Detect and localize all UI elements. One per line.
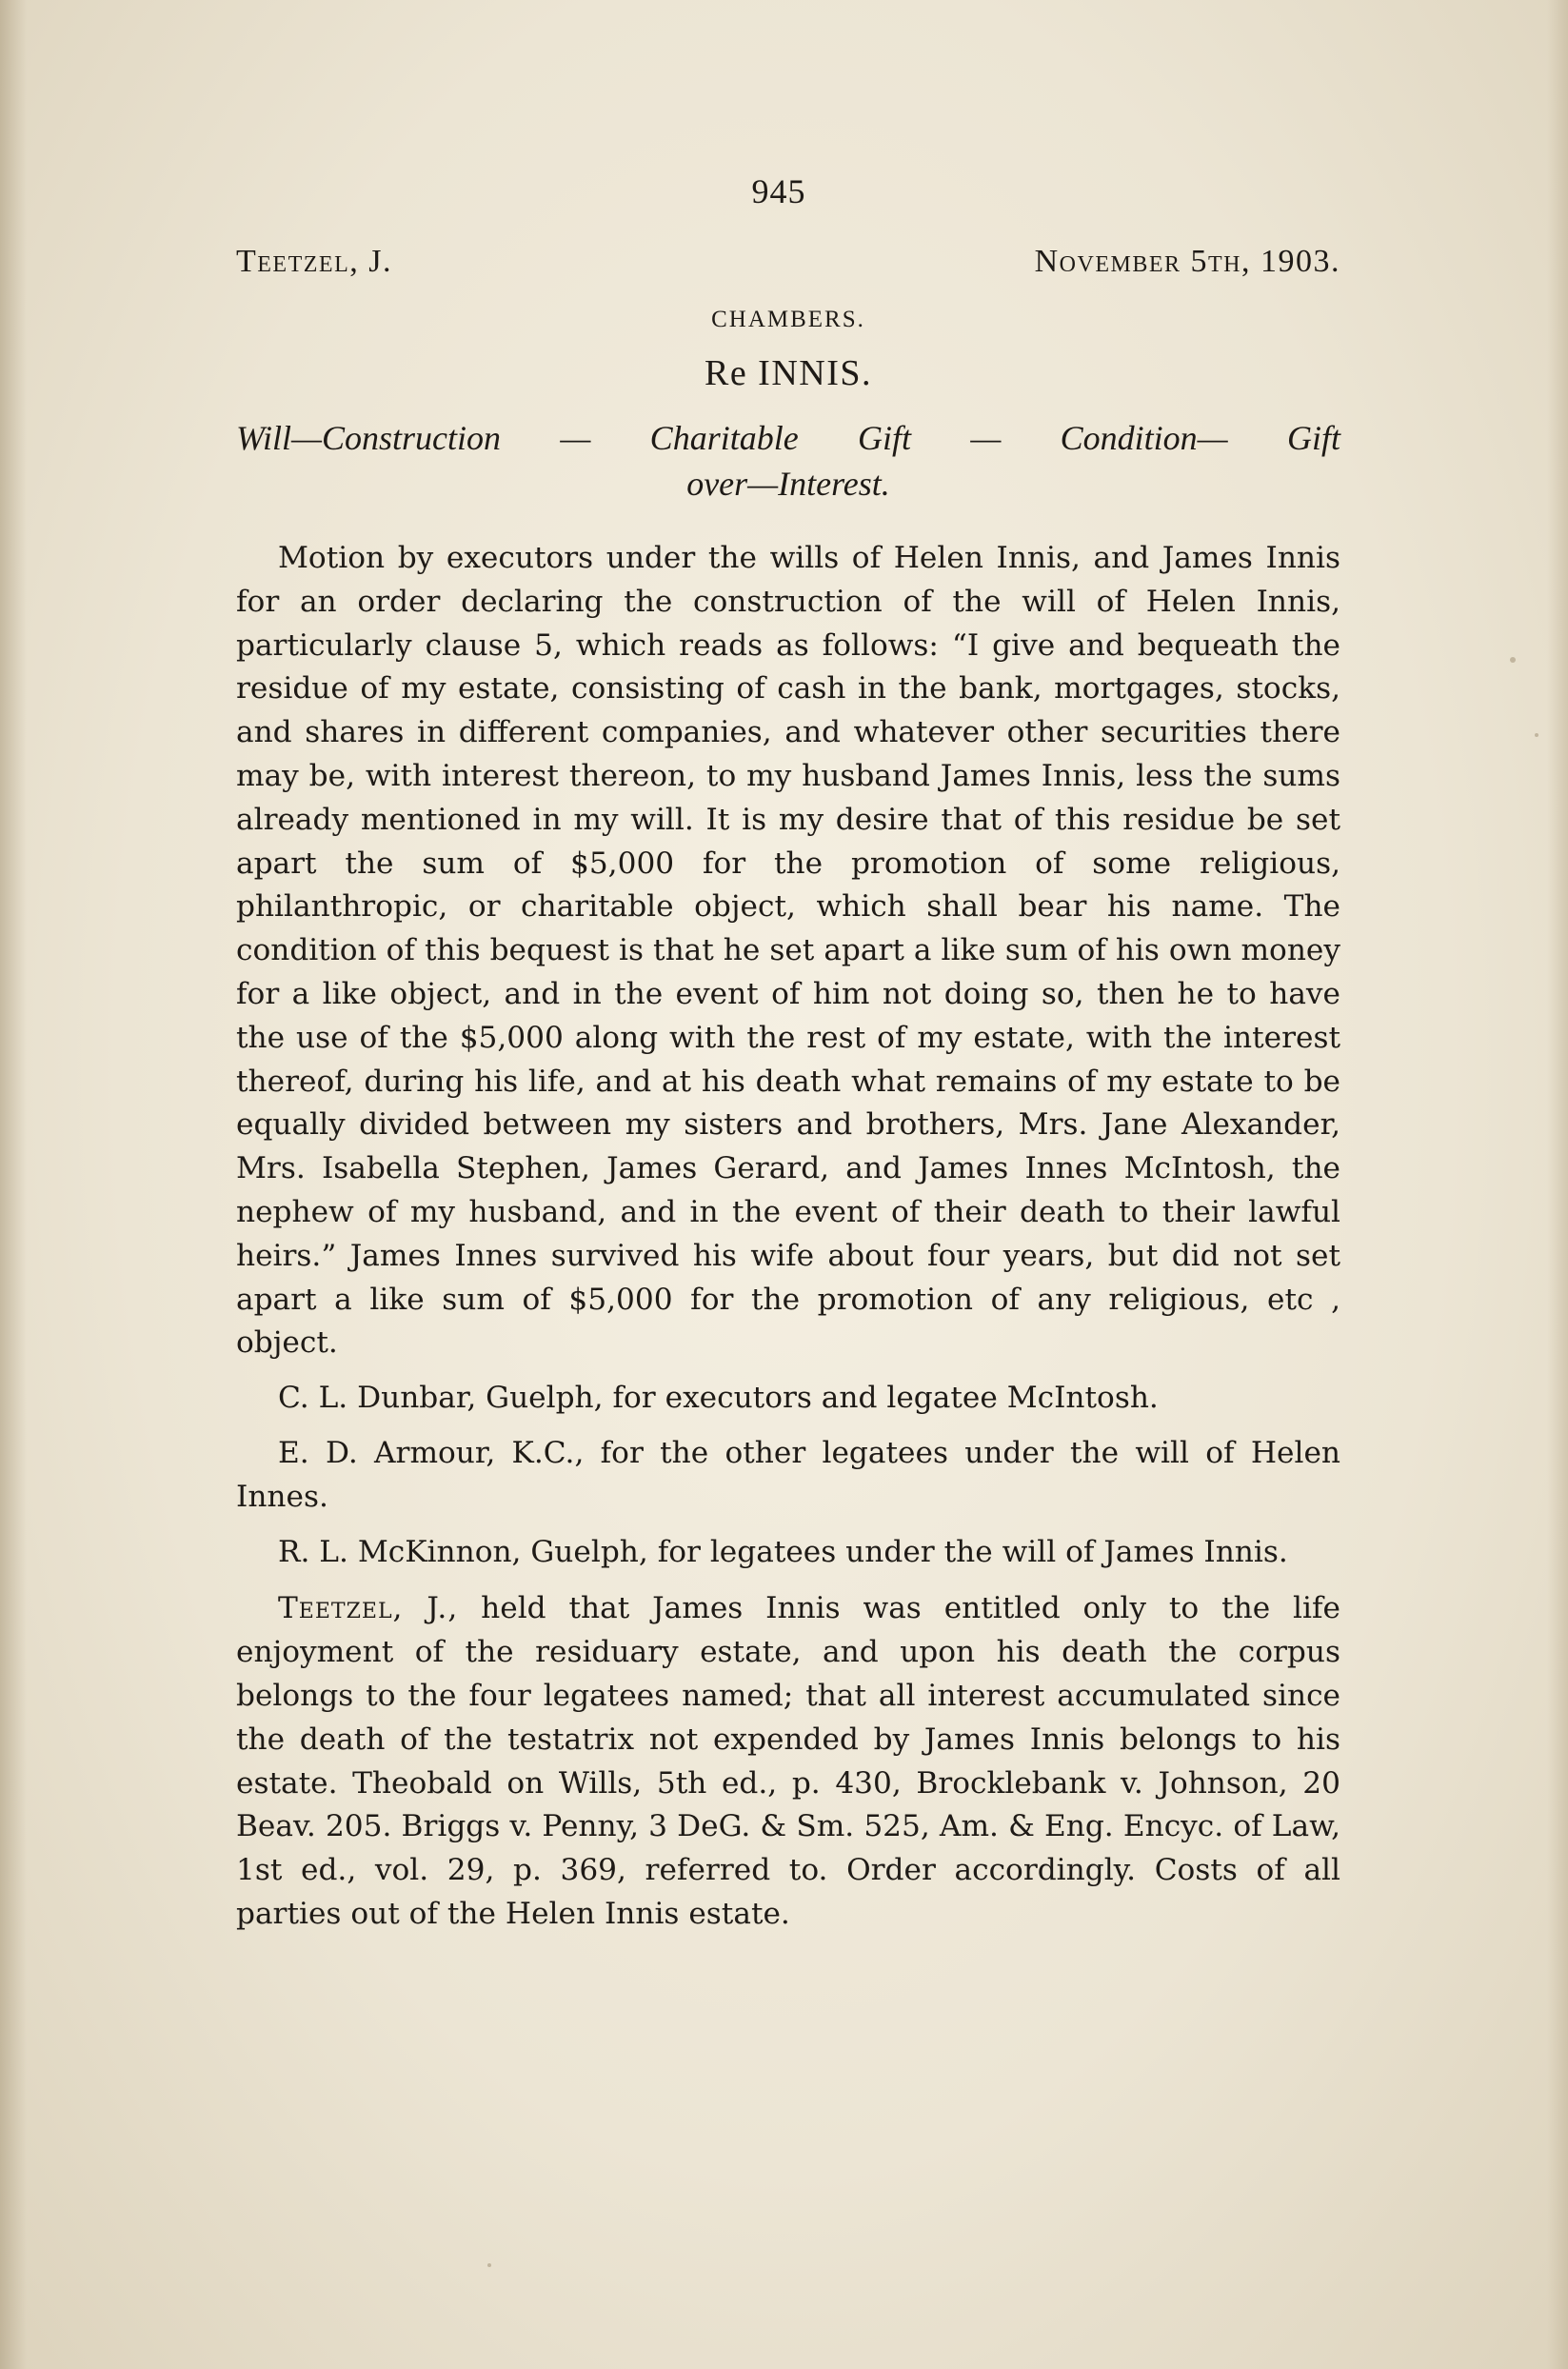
case-header: [236, 244, 1340, 280]
judgment-judge: Teetzel, J.,: [278, 1591, 459, 1626]
ink-speck: [487, 2263, 491, 2267]
headnote-line: Will—Construction — Charitable Gift — Condition— Gift: [236, 419, 1340, 457]
page-right-edge-shadow: [1547, 0, 1568, 2369]
page-left-edge-shadow: [0, 0, 27, 2369]
counsel-entry: C. L. Dunbar, Guelph, for executors and legatee McIntosh.: [278, 1381, 1159, 1416]
case-title: Re INNIS.: [704, 353, 873, 393]
decision-date: November 5th, 1903.: [1034, 244, 1340, 279]
counsel-entry: E. D. Armour, K.C., for the other legatees under the will of Helen Innes.: [236, 1435, 1340, 1514]
ink-speck: [1510, 657, 1516, 663]
judge-name: Teetzel, J.: [236, 244, 392, 279]
headnote: [236, 415, 1340, 507]
judgment-text: held that James Innis was entitled only to the life enjoyment of the residuary estate, and upon his death the corpus belongs to the four legatees named; that all interest accumulated since the death of the testatrix not expended by James Innis belongs to his estate. Theobald on Wills, 5th ed., p. 430, Brocklebank v. Johnson, 20 Beav. 205. Briggs v. Penny, 3 DeG. & Sm. 525, Am. & Eng. Encyc. of Law, 1st ed., vol. 29, p. 369, referred to. Order accordingly. Costs of all parties out of the Helen Innis estate.: [236, 1591, 1340, 1931]
court-division: CHAMBERS.: [711, 307, 865, 332]
counsel-entry: R. L. McKinnon, Guelph, for legatees under the will of James Innis.: [278, 1534, 1288, 1569]
motion-paragraph: Motion by executors under the wills of Helen Innis, and James Innis for an order declaring the construction of the will of Helen Innis, particularly clause 5, which reads as follows: “I give and bequeath the residue of my estate, consisting of cash in the bank, mortgages, stocks, and shares in different companies, and whatever other securities there may be, with interest thereon, to my husband James Innis, less the sums already mentioned in my will. It is my desire that of this residue be set apart the sum of $5,000 for the promotion of some religious, philanthropic, or charitable object, which shall bear his name. The condition of this bequest is that he set apart a like sum of his own money for a like object, and in the event of him not doing so, then he to have the use of the $5,000 along with the rest of my estate, with the interest thereof, during his life, and at his death what remains of my estate to be equally divided between my sisters and brothers, Mrs. Jane Alexander, Mrs. Isabella Stephen, James Gerard, and James Innes McIntosh, the nephew of my husband, and in the event of their death to their lawful heirs.” James Innes survived his wife about four years, but did not set apart a like sum of $5,000 for the promotion of any religious, etc , object.: [236, 541, 1340, 1361]
judgment-paragraph: [236, 1587, 1340, 1936]
document-text: [236, 171, 1340, 1937]
page-number: 945: [751, 172, 806, 210]
headnote-line: over—Interest.: [686, 465, 890, 503]
ink-speck: [1535, 733, 1538, 737]
